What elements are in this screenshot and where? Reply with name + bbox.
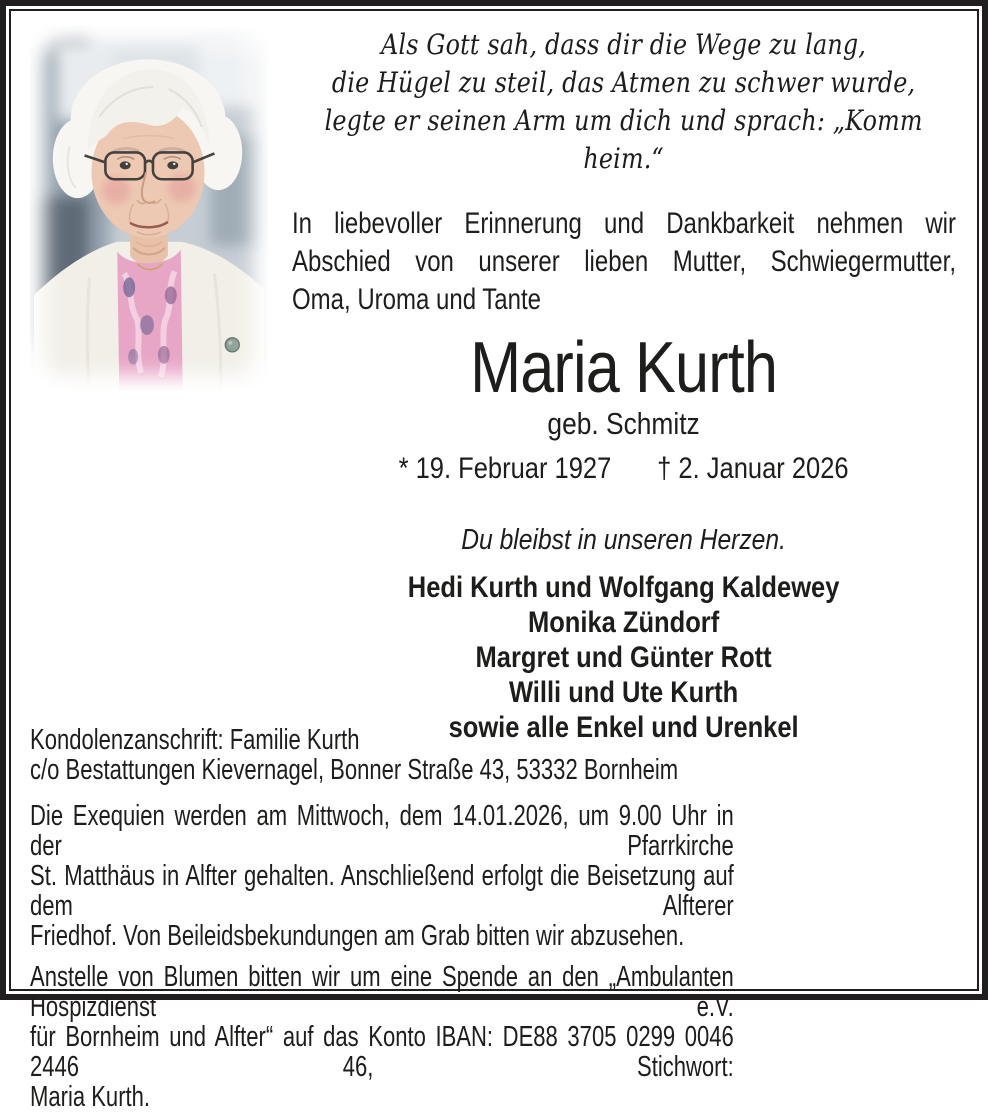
intro-line: In liebevoller Erinnerung und Dankbarkeit nehmen wir <box>292 207 956 240</box>
condolence-line: c/o Bestattungen Kievernagel, Bonner Straße 43, 53332 Bornheim <box>30 754 679 786</box>
life-dates <box>292 451 956 487</box>
mourner-line: Margret und Günter Rott <box>475 641 773 674</box>
donation-line: Maria Kurth. <box>30 1081 151 1113</box>
mourner-line: Willi und Ute Kurth <box>509 676 739 709</box>
notice-bottom-block <box>30 725 734 1112</box>
mourner-line: sowie alle Enkel und Urenkel <box>449 711 800 744</box>
verse-line: Als Gott sah, dass dir die Wege zu lang, <box>381 28 867 61</box>
condolence-line: Kondolenzanschrift: Familie Kurth <box>30 724 360 756</box>
memorial-verse <box>292 26 956 178</box>
intro-text <box>292 205 956 319</box>
death-date: † 2. Januar 2026 <box>657 452 850 485</box>
verse-line: die Hügel zu steil, das Atmen zu schwer wurde, <box>332 66 916 99</box>
condolence-address <box>30 725 734 785</box>
portrait-photo <box>30 26 268 392</box>
deceased-name: Maria Kurth <box>470 328 778 408</box>
verse-line: legte er seinen Arm um dich und sprach: „Komm heim.“ <box>325 104 923 175</box>
service-info <box>30 801 734 951</box>
service-line: Friedhof. Von Beileidsbekundungen am Grab bitten wir abzusehen. <box>30 920 685 952</box>
birth-date: * 19. Februar 1927 <box>399 452 612 485</box>
intro-line: Abschied von unserer lieben Mutter, Schwiegermutter, <box>292 245 956 278</box>
mourner-line: Monika Zündorf <box>528 606 720 639</box>
donation-line: Anstelle von Blumen bitten wir um eine Spende an den „Ambulanten Hospizdienst e.V. <box>30 961 734 1023</box>
service-line: St. Matthäus in Alfter gehalten. Anschließend erfolgt die Beisetzung auf dem Alfterer <box>30 860 734 922</box>
intro-line: Oma, Uroma und Tante <box>292 283 542 316</box>
portrait-illustration <box>30 26 268 392</box>
maiden-name: geb. Schmitz <box>547 406 701 441</box>
donation-info <box>30 962 734 1112</box>
epitaph-text: Du bleibst in unseren Herzen. <box>461 524 787 556</box>
service-line: Die Exequien werden am Mittwoch, dem 14.01.2026, um 9.00 Uhr in der Pfarrkirche <box>30 800 734 862</box>
mourner-line: Hedi Kurth und Wolfgang Kaldewey <box>408 571 840 604</box>
mourners-list <box>292 570 956 745</box>
notice-right-column <box>292 26 956 745</box>
donation-line: für Bornheim und Alfter“ auf das Konto IBAN: DE88 3705 0299 0046 2446 46, Stichwort: <box>30 1021 734 1083</box>
